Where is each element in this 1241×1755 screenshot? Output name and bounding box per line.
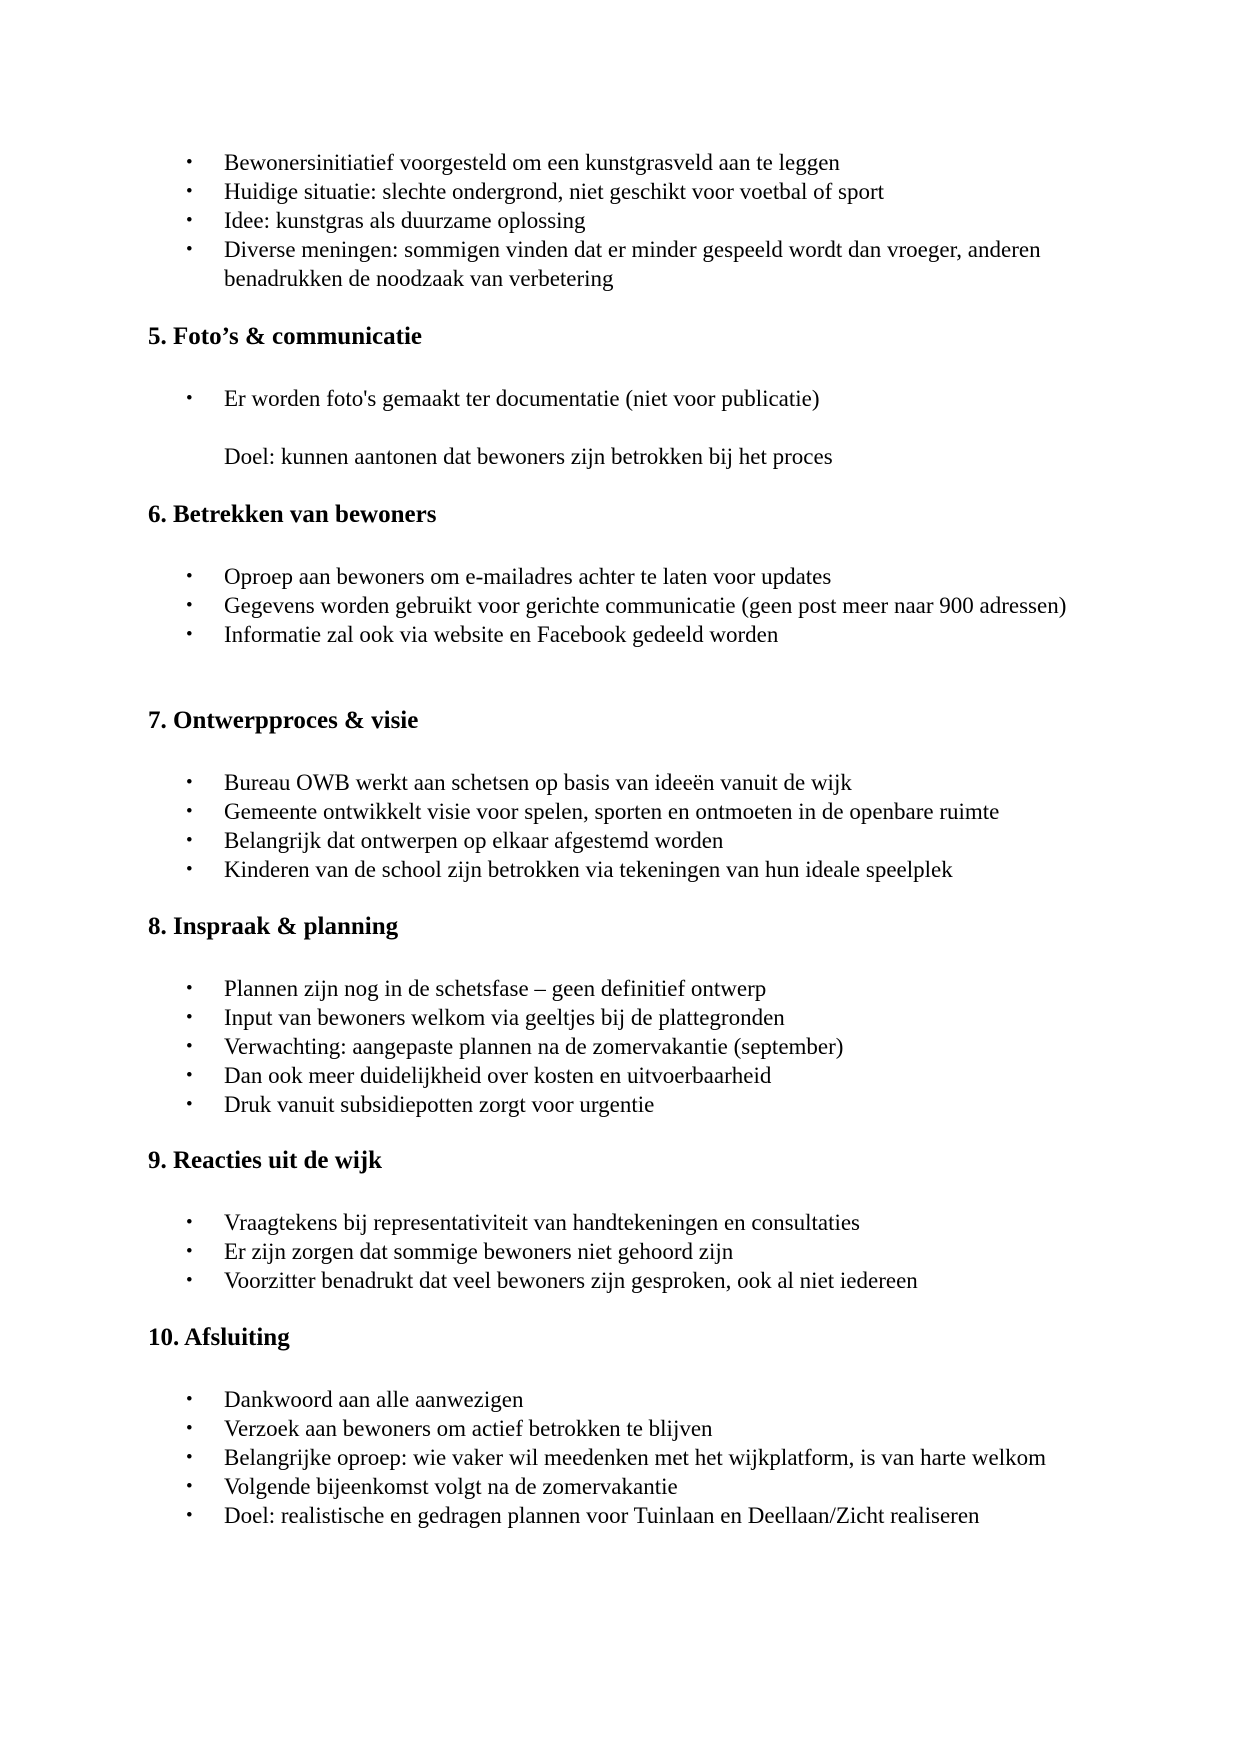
bullet-icon: • [186, 1094, 193, 1115]
bullet-icon: • [186, 1505, 193, 1526]
bullet-icon: • [186, 210, 193, 231]
bullet-icon: • [186, 978, 193, 999]
bullet-icon: • [186, 859, 193, 880]
bullet-icon: • [186, 239, 193, 260]
section-5-heading: 5. Foto’s & communicatie [148, 323, 423, 350]
list-item-text: Gegevens worden gebruikt voor gerichte communicatie (geen post meer naar 900 adressen) [224, 593, 1067, 618]
list-item-text: Gemeente ontwikkelt visie voor spelen, sporten en ontmoeten in de openbare ruimte [224, 799, 1000, 824]
list-item [0, 1501, 1084, 1530]
bullet-icon: • [186, 388, 193, 409]
bullet-icon: • [186, 1065, 193, 1086]
bullet-icon: • [186, 595, 193, 616]
section-8-heading: 8. Inspraak & planning [148, 913, 399, 940]
list-item [0, 974, 1084, 1003]
bullet-icon: • [186, 1007, 193, 1028]
list-item-text: Er zijn zorgen dat sommige bewoners niet gehoord zijn [224, 1239, 734, 1264]
bullet-icon: • [186, 624, 193, 645]
section-5-note: Doel: kunnen aantonen dat bewoners zijn betrokken bij het proces [224, 444, 833, 469]
list-item-text: Druk vanuit subsidiepotten zorgt voor urgentie [224, 1092, 655, 1117]
bullet-icon: • [186, 181, 193, 202]
list-item-text: Voorzitter benadrukt dat veel bewoners zijn gesproken, ook al niet iedereen [224, 1268, 918, 1293]
list-item [0, 1061, 1084, 1090]
section-6-heading: 6. Betrekken van bewoners [148, 501, 437, 528]
section-9-heading: 9. Reacties uit de wijk [148, 1147, 382, 1174]
list-item-text: Dan ook meer duidelijkheid over kosten en uitvoerbaarheid [224, 1063, 772, 1088]
list-item [0, 562, 1084, 591]
bullet-icon: • [186, 772, 193, 793]
list-item-text: Kinderen van de school zijn betrokken via tekeningen van hun ideale speelplek [224, 857, 953, 882]
list-item [0, 1443, 1084, 1472]
bullet-icon: • [186, 1212, 193, 1233]
list-item [0, 826, 1084, 855]
list-item-text: Informatie zal ook via website en Facebook gedeeld worden [224, 622, 779, 647]
list-item-text: Doel: realistische en gedragen plannen voor Tuinlaan en Deellaan/Zicht realiseren [224, 1503, 980, 1528]
list-item [0, 855, 1084, 884]
list-item [0, 1003, 1084, 1032]
list-item-text: Huidige situatie: slechte ondergrond, niet geschikt voor voetbal of sport [224, 179, 885, 204]
list-item-text: Belangrijke oproep: wie vaker wil meedenken met het wijkplatform, is van harte welkom [224, 1445, 1046, 1470]
list-item-text: Volgende bijeenkomst volgt na de zomervakantie [224, 1474, 678, 1499]
list-item-text: Dankwoord aan alle aanwezigen [224, 1387, 524, 1412]
bullet-icon: • [186, 801, 193, 822]
list-item-text: Bureau OWB werkt aan schetsen op basis van ideeën vanuit de wijk [224, 770, 852, 795]
bullet-icon: • [186, 1447, 193, 1468]
list-item [0, 148, 1084, 177]
intro-list [0, 148, 1241, 293]
bullet-icon: • [186, 1241, 193, 1262]
list-item-text: Er worden foto's gemaakt ter documentatie (niet voor publicatie) [224, 386, 820, 411]
bullet-icon: • [186, 1476, 193, 1497]
section-7-heading: 7. Ontwerpproces & visie [148, 707, 419, 734]
section-10-heading: 10. Afsluiting [148, 1324, 290, 1351]
list-item-text: Verzoek aan bewoners om actief betrokken te blijven [224, 1416, 713, 1441]
list-item [0, 235, 1084, 293]
bullet-icon: • [186, 566, 193, 587]
section-7-list [0, 768, 1241, 884]
list-item [0, 1385, 1084, 1414]
list-item-text: Idee: kunstgras als duurzame oplossing [224, 208, 586, 233]
list-item-text: Vraagtekens bij representativiteit van handtekeningen en consultaties [224, 1210, 861, 1235]
list-item [0, 384, 1084, 413]
list-item [0, 1237, 1084, 1266]
section-6-list [0, 562, 1241, 649]
list-item-text: Input van bewoners welkom via geeltjes bij de plattegronden [224, 1005, 785, 1030]
list-item [0, 1472, 1084, 1501]
section-5-list [0, 384, 1241, 413]
section-8-list [0, 974, 1241, 1119]
list-item [0, 1032, 1084, 1061]
section-9-list [0, 1208, 1241, 1295]
bullet-icon: • [186, 1418, 193, 1439]
list-item-text: Diverse meningen: sommigen vinden dat er minder gespeeld wordt dan vroeger, anderen benadrukken de noodzaak van verbetering [224, 237, 1041, 291]
list-item-text: Verwachting: aangepaste plannen na de zomervakantie (september) [224, 1034, 844, 1059]
section-10-list [0, 1385, 1241, 1530]
list-item [0, 177, 1084, 206]
list-item-text: Oproep aan bewoners om e-mailadres achter te laten voor updates [224, 564, 832, 589]
list-item [0, 768, 1084, 797]
bullet-icon: • [186, 1389, 193, 1410]
list-item-text: Plannen zijn nog in de schetsfase – geen definitief ontwerp [224, 976, 767, 1001]
list-item [0, 1208, 1084, 1237]
list-item-text: Bewonersinitiatief voorgesteld om een kunstgrasveld aan te leggen [224, 150, 840, 175]
list-item [0, 1414, 1084, 1443]
bullet-icon: • [186, 152, 193, 173]
bullet-icon: • [186, 1036, 193, 1057]
bullet-icon: • [186, 1270, 193, 1291]
list-item [0, 591, 1084, 620]
list-item [0, 1090, 1084, 1119]
list-item [0, 620, 1084, 649]
list-item [0, 1266, 1084, 1295]
list-item [0, 797, 1084, 826]
list-item [0, 206, 1084, 235]
bullet-icon: • [186, 830, 193, 851]
list-item-text: Belangrijk dat ontwerpen op elkaar afgestemd worden [224, 828, 724, 853]
